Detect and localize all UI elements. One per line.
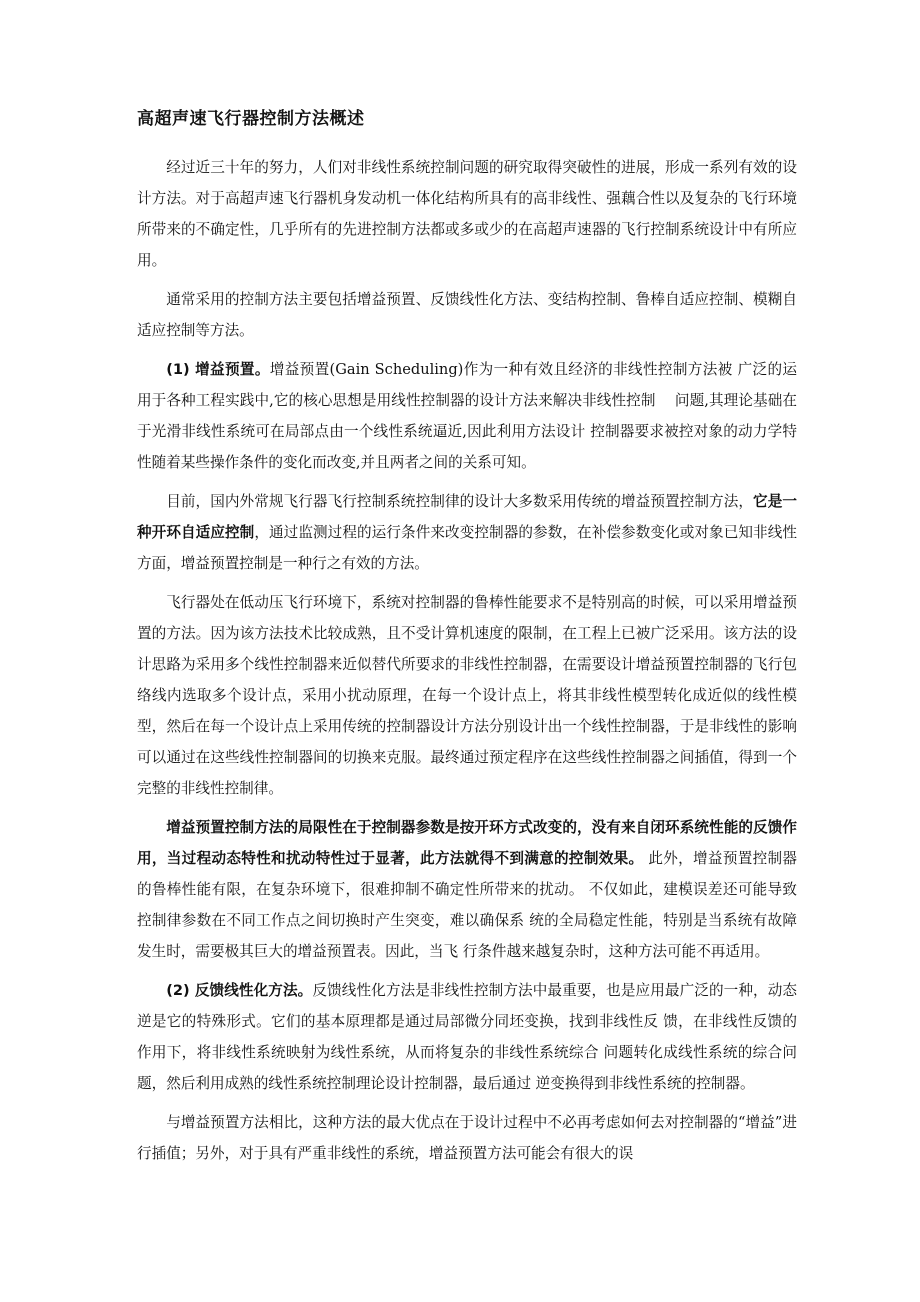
current-practice-text-b: ，通过监测过程的运行条件来改变控制器的参数，在补偿参数变化或对象已知非线性方面，增益预置控制是一种行之有效的方法。	[137, 524, 797, 572]
document-body	[137, 152, 797, 1177]
paragraph-feedback-linearization	[137, 975, 797, 1099]
gain-scheduling-text: 增益预置(Gain Scheduling)作为一种有效且经济的非线性控制方法被 广泛的运用于各种工程实践中,它的核心思想是用线性控制器的设计方法来解决非线性控制 问题,其理论基础在于光滑非线性系统可在局部点由一个线性系统逼近,因此利用方法设计 控制器要求被控对象的动力学特性随着某些操作条件的变化而改变,并且两者之间的关系可知。	[137, 361, 797, 471]
paragraph-limitations	[137, 812, 797, 967]
limitations-bold: 增益预置控制方法的局限性在于控制器参数是按开环方式改变的，没有来自闭环系统性能的反馈作用，当过程动态特性和扰动特性过于显著，此方法就得不到满意的控制效果。	[137, 819, 797, 867]
paragraph-low-pressure: 飞行器处在低动压飞行环境下，系统对控制器的鲁棒性能要求不是特别高的时候，可以采用增益预置的方法。因为该方法技术比较成熟，且不受计算机速度的限制，在工程上已被广泛采用。该方法的设计思路为采用多个线性控制器来近似替代所要求的非线性控制器，在需要设计增益预置控制器的飞行包络线内选取多个设计点，采用小扰动原理，在每一个设计点上，将其非线性模型转化成近似的线性模型，然后在每一个设计点上采用传统的控制器设计方法分别设计出一个线性控制器，于是非线性的影响可以通过在这些线性控制器间的切换来克服。最终通过预定程序在这些线性控制器之间插值，得到一个完整的非线性控制律。	[137, 594, 797, 797]
current-practice-text-a: 目前，国内外常规飞行器飞行控制系统控制律的设计大多数采用传统的增益预置控制方法，	[166, 493, 754, 510]
paragraph-current-practice	[137, 486, 797, 579]
section-heading-feedback-linearization: (2) 反馈线性化方法。	[166, 982, 313, 999]
current-practice-bold: 它是一种开环自适应控制	[137, 493, 797, 541]
section-heading-gain-scheduling: (1) 增益预置。	[166, 361, 270, 378]
paragraph-intro: 经过近三十年的努力，人们对非线性系统控制问题的研究取得突破性的进展，形成一系列有效的设计方法。对于高超声速飞行器机身发动机一体化结构所具有的高非线性、强藕合性以及复杂的飞行环境所带来的不确定性，几乎所有的先进控制方法都或多或少的在高超声速器的飞行控制系统设计中有所应用。	[137, 159, 797, 269]
paragraph-methods-overview: 通常采用的控制方法主要包括增益预置、反馈线性化方法、变结构控制、鲁棒自适应控制、模糊自适应控制等方法。	[137, 291, 797, 339]
feedback-linearization-text: 反馈线性化方法是非线性控制方法中最重要，也是应用最广泛的一种，动态逆是它的特殊形式。它们的基本原理都是通过局部微分同坯变换，找到非线性反 馈，在非线性反馈的作用下，将非线性系统映射为线性系统，从而将复杂的非线性系统综合 问题转化成线性系统的综合问题，然后利用成熟的线性系统控制理论设计控制器，最后通过 逆变换得到非线性系统的控制器。	[137, 982, 797, 1092]
paragraph-gain-scheduling	[137, 354, 797, 478]
paragraph-comparison: 与增益预置方法相比，这种方法的最大优点在于设计过程中不必再考虑如何去对控制器的“增益”进行插值；另外，对于具有严重非线性的系统，增益预置方法可能会有很大的误	[137, 1114, 797, 1162]
document-title: 高超声速飞行器控制方法概述	[137, 109, 365, 129]
limitations-text: 此外，增益预置控制器的鲁棒性能有限，在复杂环境下，很难抑制不确定性所带来的扰动。 不仅如此，建模误差还可能导致控制律参数在不同工作点之间切换时产生突变，难以确保系 统的全局稳定性能，特别是当系统有故障发生时，需要极其巨大的增益预置表。因此，当飞 行条件越来越复杂时，这种方法可能不再适用。	[137, 850, 797, 960]
